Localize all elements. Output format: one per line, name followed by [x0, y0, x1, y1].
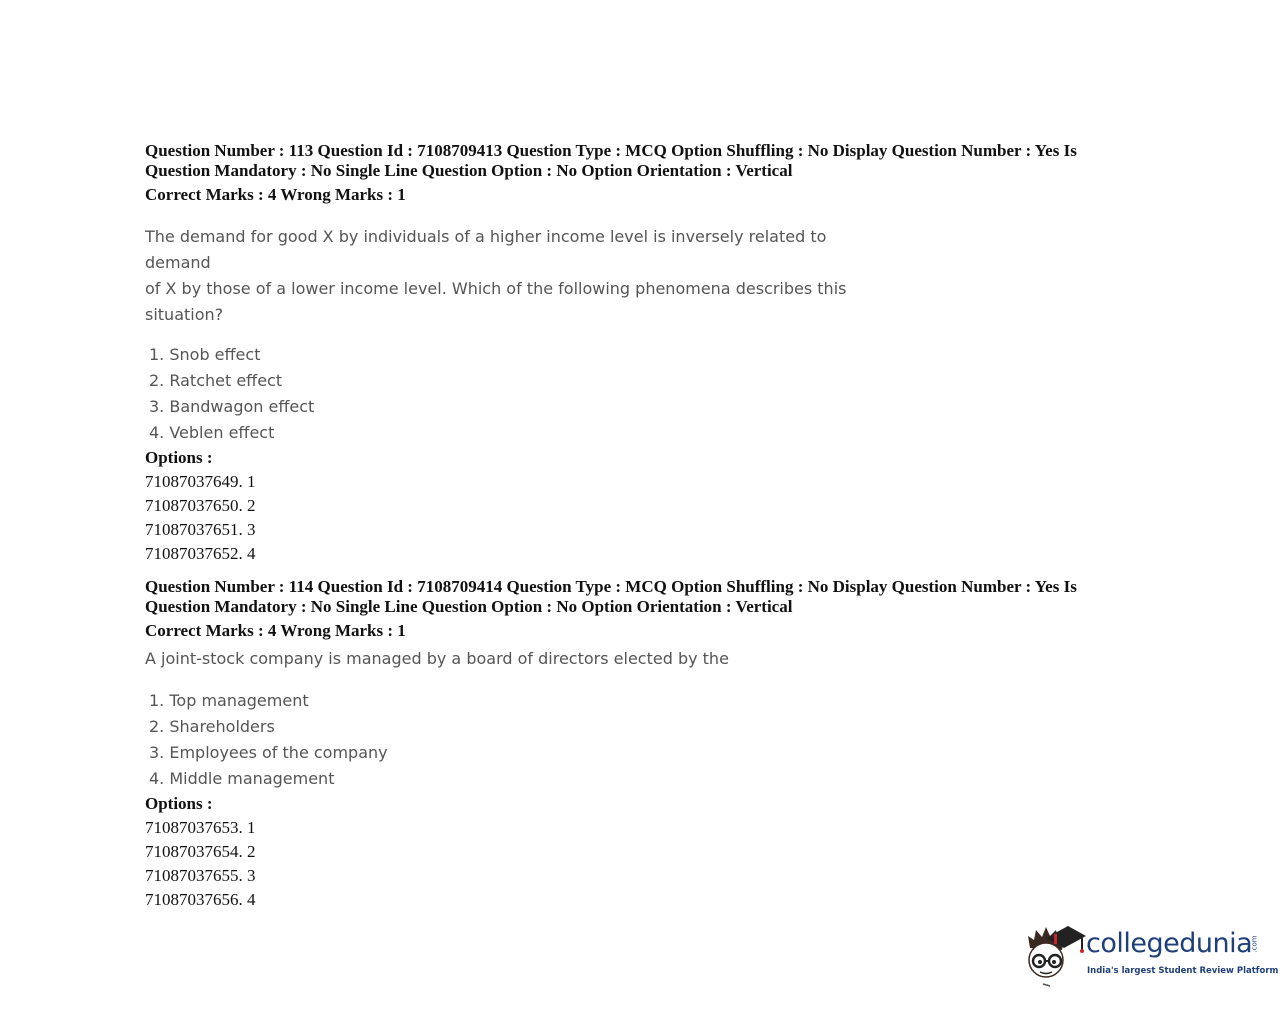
option-id: 71087037651. 3 [145, 520, 256, 539]
answer-choice: 1. Top management [149, 691, 309, 710]
logo-wordmark: collegedunia [1086, 928, 1253, 959]
question-text-line: situation? [145, 305, 224, 324]
student-mascot-icon [1024, 918, 1086, 988]
answer-choices [145, 688, 1135, 792]
options-heading: Options : [145, 448, 213, 467]
answer-choice: 3. Bandwagon effect [149, 397, 315, 416]
question-marks: Correct Marks : 4 Wrong Marks : 1 [145, 185, 406, 204]
answer-choice: 1. Snob effect [149, 345, 261, 364]
option-id: 71087037655. 3 [145, 866, 256, 885]
option-id: 71087037650. 2 [145, 496, 256, 515]
question-marks: Correct Marks : 4 Wrong Marks : 1 [145, 621, 406, 640]
question-meta-line: Question Number : 113 Question Id : 7108709413 Question Type : MCQ Option Shuffling : No Display Question Number : Yes Is [145, 141, 1077, 160]
question-text [145, 646, 875, 672]
question-text-line: of X by those of a lower income level. Which of the following phenomena describes this [145, 279, 847, 298]
question-text-line: The demand for good X by individuals of a higher income level is inversely related to demand [145, 227, 827, 272]
question-meta-line: Question Mandatory : No Single Line Question Option : No Option Orientation : Vertical [145, 161, 793, 180]
answer-choice: 2. Shareholders [149, 717, 275, 736]
question-meta [145, 141, 1135, 181]
answer-choice: 4. Veblen effect [149, 423, 275, 442]
logo-tagline: India's largest Student Review Platform [1087, 966, 1279, 976]
options-heading: Options : [145, 794, 213, 813]
answer-choice: 4. Middle management [149, 769, 335, 788]
question-text-line: A joint-stock company is managed by a board of directors elected by the [145, 649, 729, 668]
question-meta-line: Question Number : 114 Question Id : 7108709414 Question Type : MCQ Option Shuffling : No Display Question Number : Yes Is [145, 577, 1077, 596]
collegedunia-logo [1024, 918, 1279, 990]
answer-choice: 3. Employees of the company [149, 743, 388, 762]
question-meta-line: Question Mandatory : No Single Line Question Option : No Option Orientation : Vertical [145, 597, 793, 616]
question-text [145, 224, 875, 328]
logo-domain-suffix: .com [1250, 935, 1259, 953]
question-block-114 [145, 577, 1135, 912]
answer-choice: 2. Ratchet effect [149, 371, 283, 390]
option-id: 71087037652. 4 [145, 544, 256, 563]
question-block-113 [145, 141, 1135, 566]
question-meta [145, 577, 1135, 617]
option-id: 71087037656. 4 [145, 890, 256, 909]
answer-choices [145, 342, 1135, 446]
option-id: 71087037649. 1 [145, 472, 256, 491]
option-id: 71087037653. 1 [145, 818, 256, 837]
option-id: 71087037654. 2 [145, 842, 256, 861]
